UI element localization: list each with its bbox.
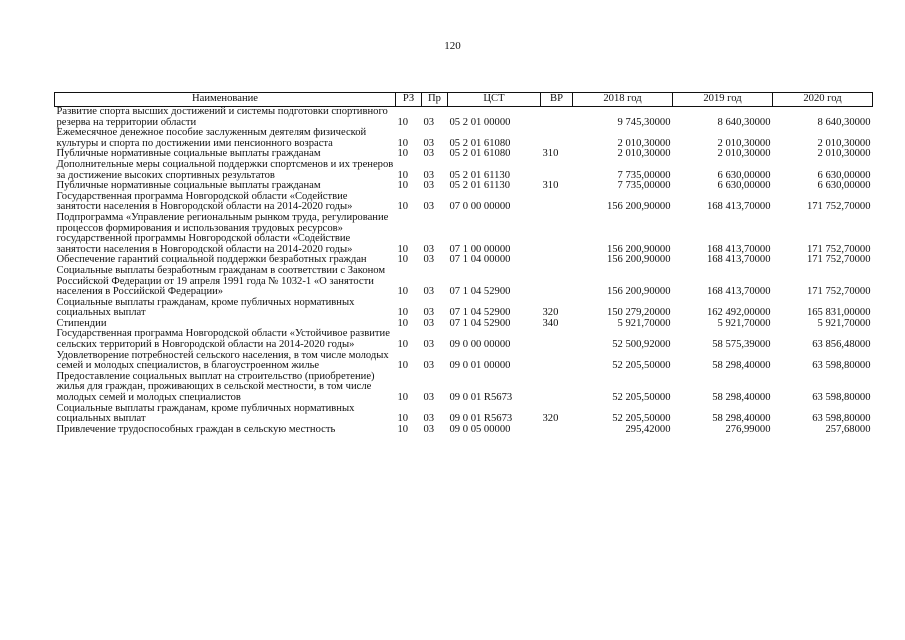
cell-pr: 03 — [423, 360, 435, 372]
cell-name: Государственная программа Новгородской области «Устойчивое развитие сельских территорий в Новгородской области на 2014-2020 годы» — [56, 328, 390, 351]
cell-name: Социальные выплаты гражданам, кроме публичных нормативных социальных выплат — [56, 296, 355, 319]
cell-2020: 171 752,70000 — [806, 243, 871, 255]
cell-vr — [541, 160, 573, 181]
cell-2018: 52 205,50000 — [612, 413, 671, 425]
cell-cst: 07 1 04 52900 — [449, 317, 511, 329]
header-name: Наименование — [55, 93, 396, 107]
cell-2018: 156 200,90000 — [606, 243, 671, 255]
header-rz: РЗ — [396, 93, 422, 107]
cell-2020: 5 921,70000 — [817, 317, 871, 329]
cell-2019: 6 630,00000 — [717, 169, 771, 181]
table-row — [55, 425, 873, 436]
cell-cst: 07 1 00 00000 — [449, 243, 511, 255]
cell-rz: 10 — [397, 413, 409, 425]
cell-name: Стипендии — [56, 317, 107, 329]
table-row — [55, 107, 873, 129]
cell-2018: 52 205,50000 — [612, 360, 671, 372]
cell-rz: 10 — [397, 423, 409, 435]
cell-2018: 52 500,92000 — [612, 339, 671, 351]
cell-name: Развитие спорта высших достижений и системы подготовки спортивного резерва на территории области — [56, 106, 388, 128]
cell-pr: 03 — [423, 286, 435, 298]
cell-2018: 156 200,90000 — [606, 201, 671, 213]
cell-2019: 168 413,70000 — [706, 201, 771, 213]
cell-2018: 52 205,50000 — [612, 392, 671, 404]
table-row — [55, 160, 873, 181]
cell-rz: 10 — [397, 317, 409, 329]
cell-2020: 171 752,70000 — [806, 286, 871, 298]
cell-rz: 10 — [397, 148, 409, 160]
cell-2020: 2 010,30000 — [817, 148, 871, 160]
table-row — [55, 266, 873, 298]
cell-2019: 8 640,30000 — [717, 116, 771, 128]
cell-2018: 156 200,90000 — [606, 254, 671, 266]
cell-rz: 10 — [397, 116, 409, 128]
cell-2019: 58 298,40000 — [712, 392, 771, 404]
cell-2020: 63 856,48000 — [812, 339, 871, 351]
cell-2019: 168 413,70000 — [706, 243, 771, 255]
cell-pr: 03 — [423, 413, 435, 425]
header-2018: 2018 год — [573, 93, 673, 107]
cell-rz: 10 — [397, 137, 409, 149]
cell-2018: 150 279,20000 — [606, 307, 671, 319]
cell-pr: 03 — [423, 392, 435, 404]
cell-pr: 03 — [423, 254, 435, 266]
cell-2018: 7 735,00000 — [617, 180, 671, 192]
cell-cst: 05 2 01 61080 — [449, 137, 511, 149]
cell-vr — [541, 372, 573, 404]
cell-vr — [541, 329, 573, 350]
cell-rz: 10 — [397, 180, 409, 192]
cell-name: Публичные нормативные социальные выплаты гражданам — [56, 180, 321, 192]
cell-cst: 09 0 01 R5673 — [449, 392, 513, 404]
cell-vr — [541, 351, 573, 372]
cell-pr: 03 — [423, 137, 435, 149]
cell-cst: 07 1 04 52900 — [449, 286, 511, 298]
cell-rz: 10 — [397, 243, 409, 255]
cell-rz: 10 — [397, 201, 409, 213]
table-row — [55, 404, 873, 425]
table-body — [55, 107, 873, 436]
table-row — [55, 128, 873, 149]
cell-2019: 2 010,30000 — [717, 137, 771, 149]
cell-rz: 10 — [397, 307, 409, 319]
cell-cst: 07 1 04 00000 — [449, 254, 511, 266]
cell-pr: 03 — [423, 169, 435, 181]
cell-2018: 295,42000 — [625, 423, 671, 435]
cell-vr — [541, 425, 573, 436]
cell-2020: 63 598,80000 — [812, 413, 871, 425]
cell-2020: 63 598,80000 — [812, 392, 871, 404]
cell-2018: 2 010,30000 — [617, 137, 671, 149]
cell-2019: 6 630,00000 — [717, 180, 771, 192]
cell-pr: 03 — [423, 201, 435, 213]
cell-2020: 165 831,00000 — [806, 307, 871, 319]
cell-2018: 9 745,30000 — [617, 116, 671, 128]
cell-vr — [541, 128, 573, 149]
cell-rz: 10 — [397, 169, 409, 181]
cell-name: Обеспечение гарантий социальной поддержки безработных граждан — [56, 254, 367, 266]
header-cst: ЦСТ — [448, 93, 541, 107]
cell-vr: 310 — [542, 180, 559, 192]
cell-2019: 168 413,70000 — [706, 254, 771, 266]
cell-vr — [541, 255, 573, 266]
cell-vr: 320 — [542, 413, 559, 425]
cell-2019: 2 010,30000 — [717, 148, 771, 160]
cell-2020: 171 752,70000 — [806, 201, 871, 213]
cell-cst: 05 2 01 61130 — [449, 169, 511, 181]
cell-2019: 5 921,70000 — [717, 317, 771, 329]
cell-2020: 171 752,70000 — [806, 254, 871, 266]
cell-name: Предоставление социальных выплат на строительство (приобретение) жилья для граждан, проживающих в сельской местности, в том числе молодых семей и молодых специалистов — [56, 370, 375, 404]
table-row — [55, 192, 873, 213]
cell-name: Государственная программа Новгородской области «Содействие занятости населения в Новгородской области на 2014-2020 годы» — [56, 190, 353, 213]
cell-2020: 63 598,80000 — [812, 360, 871, 372]
cell-rz: 10 — [397, 360, 409, 372]
cell-rz: 10 — [397, 339, 409, 351]
cell-pr: 03 — [423, 317, 435, 329]
cell-vr: 320 — [542, 307, 559, 319]
cell-name: Социальные выплаты гражданам, кроме публичных нормативных социальных выплат — [56, 402, 355, 425]
cell-2020: 6 630,00000 — [817, 180, 871, 192]
cell-2019: 168 413,70000 — [706, 286, 771, 298]
table-row — [55, 213, 873, 255]
cell-2020: 6 630,00000 — [817, 169, 871, 181]
cell-cst: 09 0 01 R5673 — [449, 413, 513, 425]
cell-cst: 09 0 00 00000 — [449, 339, 511, 351]
cell-2019: 276,99000 — [725, 423, 771, 435]
cell-name: Дополнительные меры социальной поддержки спортсменов и их тренеров за достижение высоких спортивных результатов — [56, 158, 394, 181]
cell-cst: 05 2 01 61130 — [449, 180, 511, 192]
cell-cst: 05 2 01 61080 — [449, 148, 511, 160]
cell-vr: 310 — [542, 148, 559, 160]
header-vr: ВР — [541, 93, 573, 107]
cell-vr: 340 — [542, 317, 559, 329]
cell-name: Привлечение трудоспособных граждан в сельскую местность — [56, 423, 336, 435]
cell-pr: 03 — [423, 243, 435, 255]
table-header — [55, 93, 873, 107]
cell-2019: 58 298,40000 — [712, 413, 771, 425]
cell-vr — [541, 266, 573, 298]
cell-name: Удовлетворение потребностей сельского населения, в том числе молодых семей и молодых специалистов, в благоустроенном жилье — [56, 349, 389, 372]
cell-vr — [541, 107, 573, 129]
header-2019: 2019 год — [673, 93, 773, 107]
cell-2018: 5 921,70000 — [617, 317, 671, 329]
cell-2018: 156 200,90000 — [606, 286, 671, 298]
cell-cst: 09 0 01 00000 — [449, 360, 511, 372]
cell-name: Социальные выплаты безработным гражданам в соответствии с Законом Российской Федерации от 19 апреля 1991 года № 1032-1 «О занятости населения в Российской Федерации» — [56, 264, 386, 298]
cell-2019: 162 492,00000 — [706, 307, 771, 319]
cell-vr — [541, 213, 573, 255]
cell-cst: 09 0 05 00000 — [449, 423, 511, 435]
cell-vr — [541, 192, 573, 213]
cell-rz: 10 — [397, 254, 409, 266]
cell-name: Публичные нормативные социальные выплаты гражданам — [56, 148, 321, 160]
cell-rz: 10 — [397, 392, 409, 404]
table-row — [55, 298, 873, 319]
cell-pr: 03 — [423, 339, 435, 351]
cell-cst: 05 2 01 00000 — [449, 116, 511, 128]
cell-2018: 7 735,00000 — [617, 169, 671, 181]
cell-2019: 58 298,40000 — [712, 360, 771, 372]
cell-2019: 58 575,39000 — [712, 339, 771, 351]
cell-pr: 03 — [423, 148, 435, 160]
header-row — [55, 93, 873, 107]
cell-pr: 03 — [423, 307, 435, 319]
table-row — [55, 372, 873, 404]
cell-cst: 07 0 00 00000 — [449, 201, 511, 213]
cell-name: Ежемесячное денежное пособие заслуженным деятелям физической культуры и спорта по достижении ими пенсионного возраста — [56, 127, 367, 149]
header-pr: Пр — [422, 93, 448, 107]
cell-2020: 2 010,30000 — [817, 137, 871, 149]
budget-table — [54, 92, 873, 435]
header-2020: 2020 год — [773, 93, 873, 107]
table-row — [55, 351, 873, 372]
cell-cst: 07 1 04 52900 — [449, 307, 511, 319]
cell-2018: 2 010,30000 — [617, 148, 671, 160]
cell-pr: 03 — [423, 423, 435, 435]
cell-pr: 03 — [423, 180, 435, 192]
cell-rz: 10 — [397, 286, 409, 298]
cell-pr: 03 — [423, 116, 435, 128]
cell-2020: 257,68000 — [825, 423, 871, 435]
page-number: 120 — [444, 40, 461, 52]
table-row — [55, 329, 873, 350]
cell-2020: 8 640,30000 — [817, 116, 871, 128]
cell-name: Подпрограмма «Управление региональным рынком труда, регулирование процессов формирования и использования трудовых ресурсов» государственной программы Новгородской области «Содействие занятости населения в Новгородской области на 2014-2020 годы» — [56, 211, 389, 255]
